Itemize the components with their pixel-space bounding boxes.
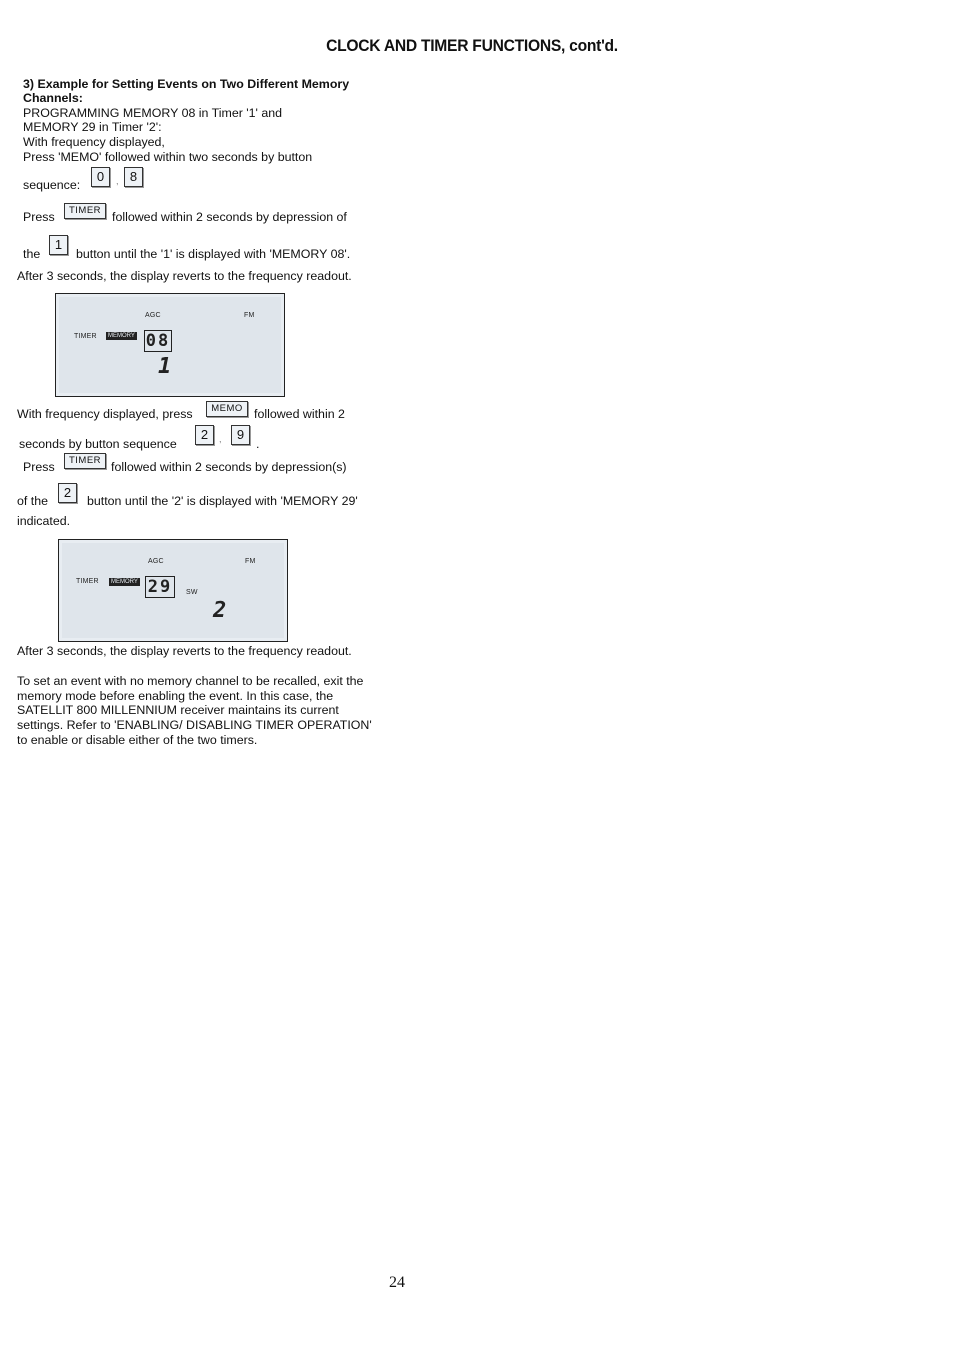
text-line: After 3 seconds, the display reverts to the frequency readout. [17,644,352,658]
text-line: button until the '2' is displayed with 'MEMORY 29' [87,494,358,508]
key-timer-icon: TIMER [64,203,106,219]
fm-indicator: FM [245,558,256,565]
text-line: Press [23,460,55,474]
paragraph-line: To set an event with no memory channel to be recalled, exit the [17,674,364,688]
sw-indicator: SW [186,589,198,596]
text-line: With frequency displayed, press [17,407,193,421]
key-2-icon: 2 [58,483,77,503]
paragraph-line: to enable or disable either of the two timers. [17,733,258,747]
key-9-icon: 9 [231,425,250,445]
lcd-display-memory-08 [55,293,285,397]
text-line: followed within 2 [254,407,345,421]
text-line: After 3 seconds, the display reverts to the frequency readout. [17,269,352,283]
memory-indicator: MEMORY [108,333,135,339]
text-line: MEMORY 29 in Timer '2': [23,120,162,134]
text-line: indicated. [17,514,71,528]
text-line: followed within 2 seconds by depression(s) [111,460,347,474]
text-line: button until the '1' is displayed with 'MEMORY 08'. [76,247,351,261]
lcd-display-memory-29 [58,539,288,642]
memory-channel-digits: 08 [145,331,171,351]
page-number: 24 [389,1274,405,1291]
section-heading: 3) Example for Setting Events on Two Different Memory [23,77,350,91]
paragraph-line: memory mode before enabling the event. In this case, the [17,689,334,703]
text-line: followed within 2 seconds by depression of [112,210,347,224]
paragraph-line: SATELLIT 800 MILLENNIUM receiver maintains its current [17,703,339,717]
text-line: Press 'MEMO' followed within two seconds by button [23,150,313,164]
key-8-icon: 8 [124,167,143,187]
paragraph-line: settings. Refer to 'ENABLING/ DISABLING TIMER OPERATION' [17,718,372,732]
key-2-icon: 2 [195,425,214,445]
key-memo-icon: MEMO [206,401,248,417]
timer-indicator: TIMER [74,333,97,340]
memory-channel-digits: 29 [145,576,175,598]
text-line: the [23,247,41,261]
fm-indicator: FM [244,312,255,319]
key-1-icon: 1 [49,235,68,255]
text-line: Press [23,210,55,224]
text-line: With frequency displayed, [23,135,165,149]
text-line: of the [17,494,49,508]
text-line: seconds by button sequence [19,437,177,451]
timer-number-digit: 2 [213,598,227,623]
text-line: sequence: [23,178,81,192]
memory-indicator: MEMORY [111,579,138,585]
key-0-icon: 0 [91,167,110,187]
timer-indicator: TIMER [76,578,99,585]
page-title: CLOCK AND TIMER FUNCTIONS, cont'd. [326,36,618,55]
agc-indicator: AGC [145,312,161,319]
section-heading-cont: Channels: [23,91,83,105]
text-line: . [256,437,260,451]
timer-number-digit: 1 [158,354,172,379]
text-line: PROGRAMMING MEMORY 08 in Timer '1' and [23,106,283,120]
agc-indicator: AGC [148,558,164,565]
key-timer-icon: TIMER [64,453,106,469]
